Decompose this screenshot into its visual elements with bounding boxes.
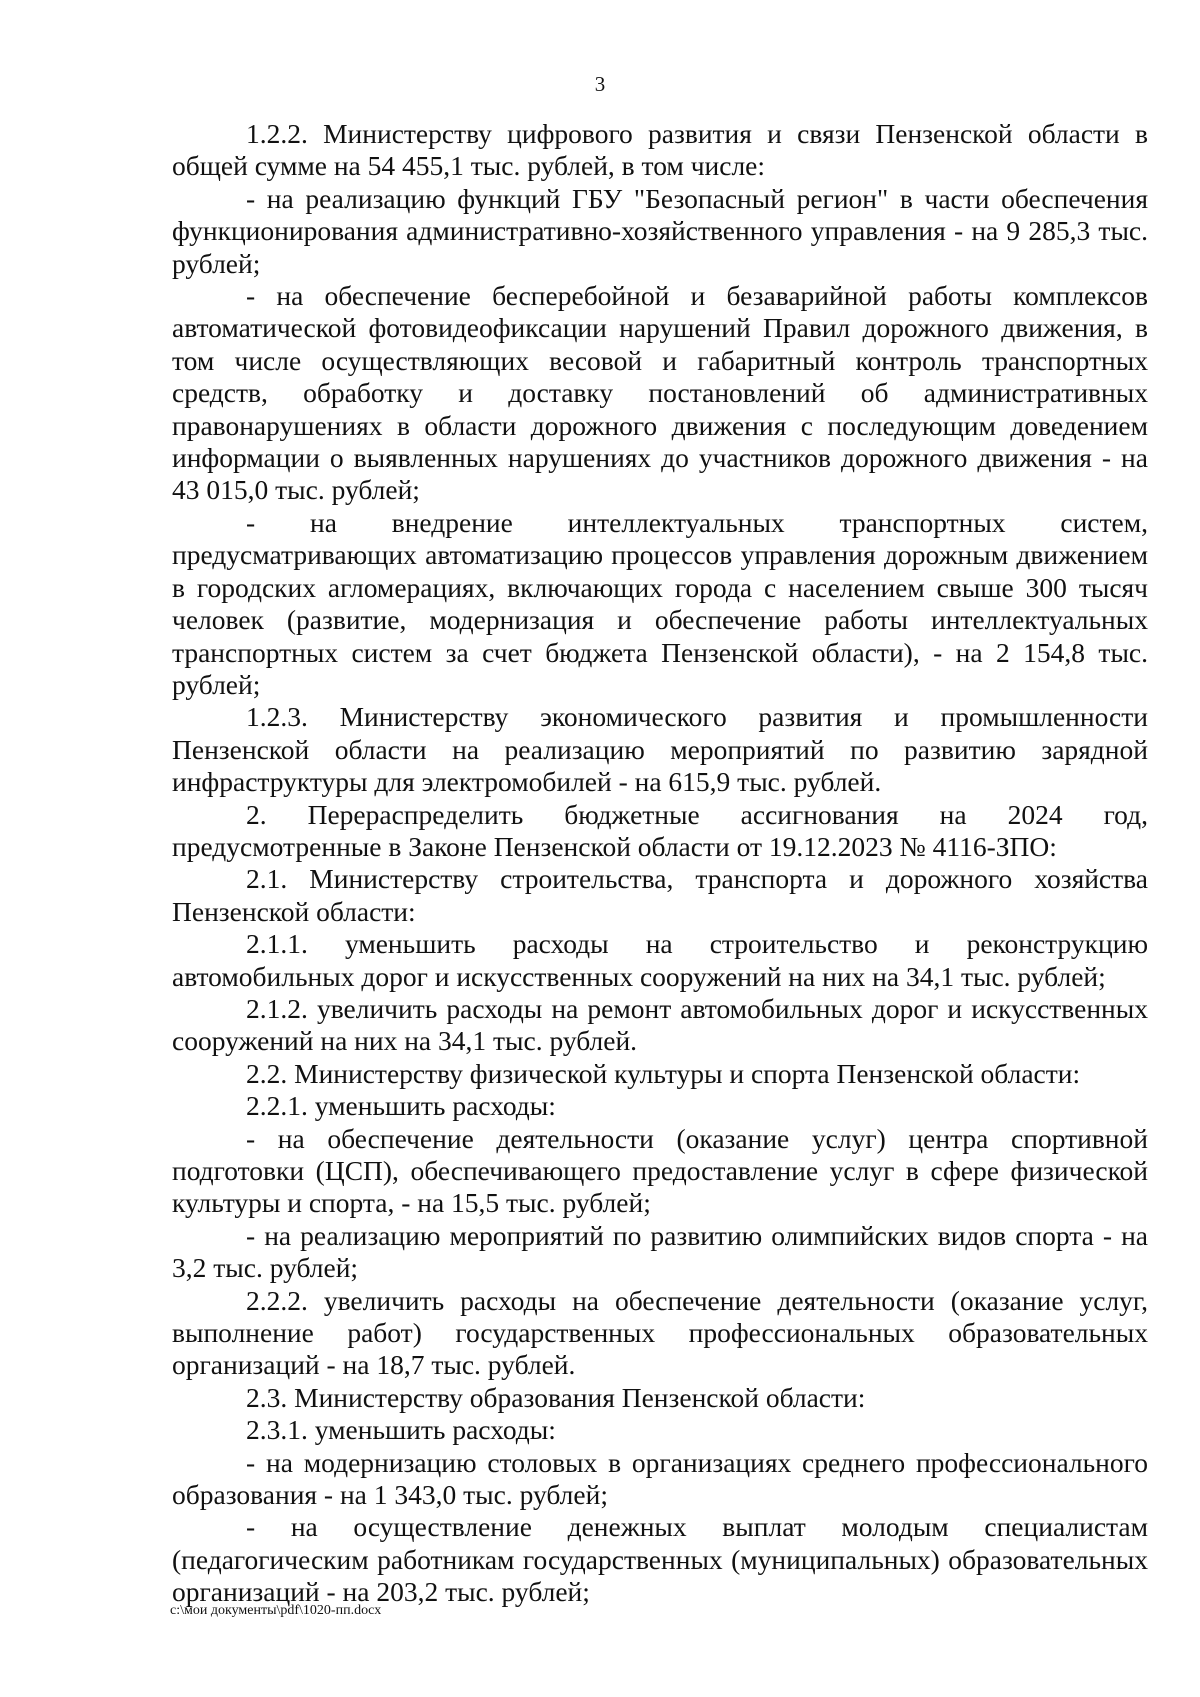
paragraph-2-1-1: 2.1.1. уменьшить расходы на строительство и реконструкцию автомобильных дорог и искусственных сооружений на них на 34,1 тыс. рублей; — [172, 928, 1148, 992]
list-item-modernizatsiya-stolovykh: - на модернизацию столовых в организациях среднего профессионального образования - на 1 343,0 тыс. рублей; — [172, 1446, 1148, 1511]
page-number: 3 — [594, 72, 606, 96]
list-item-vyplaty-molodym-spetsialistam: - на осуществление денежных выплат молодым специалистам (педагогическим работникам государственных (муниципальных) образовательных организаций - на 203,2 тыс. рублей; — [172, 1511, 1148, 1608]
paragraph-1-2-3: 1.2.3. Министерству экономического развития и промышленности Пензенской области на реализацию мероприятий по развитию зарядной инфраструктуры для электромобилей - на 615,9 тыс. рублей. — [172, 701, 1148, 798]
footer-file-path: c:\мои документы\pdf\1020-пп.docx — [170, 1603, 382, 1618]
paragraph-2-2-1: 2.2.1. уменьшить расходы: — [246, 1090, 556, 1122]
paragraph-2-1-2: 2.1.2. увеличить расходы на ремонт автомобильных дорог и искусственных сооружений на них на 34,1 тыс. рублей. — [172, 992, 1148, 1057]
paragraph-2-1: 2.1. Министерству строительства, транспорта и дорожного хозяйства Пензенской области: — [172, 863, 1148, 927]
paragraph-2: 2. Перераспределить бюджетные ассигнования на 2024 год, предусмотренные в Законе Пензенской области от 19.12.2023 № 4116-ЗПО: — [172, 798, 1148, 862]
list-item-intellektualnye-sistemy: - на внедрение интеллектуальных транспортных систем, предусматривающих автоматизацию процессов управления дорожным движением в городских агломерациях, включающих города с населением свыше 300 тысяч человек (развитие, модернизация и обеспечение работы интеллектуальных транспортных систем за счет бюджета Пензенской области), - на 2 154,8 тыс. рублей; — [172, 506, 1148, 700]
list-item-olimpiyskie-vidy-sporta: - на реализацию мероприятий по развитию олимпийских видов спорта - на 3,2 тыс. рублей; — [172, 1219, 1148, 1284]
list-item-fotovideofiksatsiya: - на обеспечение бесперебойной и безаварийной работы комплексов автоматической фотовидеофиксации нарушений Правил дорожного движения, в том числе осуществляющих весовой и габаритный контроль транспортных средств, обработку и доставку постановлений об административных правонарушениях в области дорожного движения с последующим доведением информации о выявленных нарушениях до участников дорожного движения - на 43 015,0 тыс. рублей; — [172, 280, 1148, 506]
document-body — [172, 118, 1148, 1609]
paragraph-2-2-2: 2.2.2. увеличить расходы на обеспечение деятельности (оказание услуг, выполнение работ) государственных профессиональных образовательных организаций - на 18,7 тыс. рублей. — [172, 1284, 1148, 1381]
paragraph-2-3-1: 2.3.1. уменьшить расходы: — [246, 1414, 556, 1446]
paragraph-2-3: 2.3. Министерству образования Пензенской области: — [246, 1381, 866, 1413]
paragraph-2-2: 2.2. Министерству физической культуры и спорта Пензенской области: — [246, 1057, 1081, 1089]
list-item-tsentr-sportivnoy-podgotovki: - на обеспечение деятельности (оказание услуг) центра спортивной подготовки (ЦСП), обеспечивающего предоставление услуг в сфере физической культуры и спорта, - на 15,5 тыс. рублей; — [172, 1122, 1148, 1219]
list-item-bezopasny-region: - на реализацию функций ГБУ "Безопасный регион" в части обеспечения функционирования административно-хозяйственного управления - на 9 285,3 тыс. рублей; — [172, 182, 1148, 279]
paragraph-1-2-2: 1.2.2. Министерству цифрового развития и связи Пензенской области в общей сумме на 54 455,1 тыс. рублей, в том числе: — [172, 118, 1148, 182]
